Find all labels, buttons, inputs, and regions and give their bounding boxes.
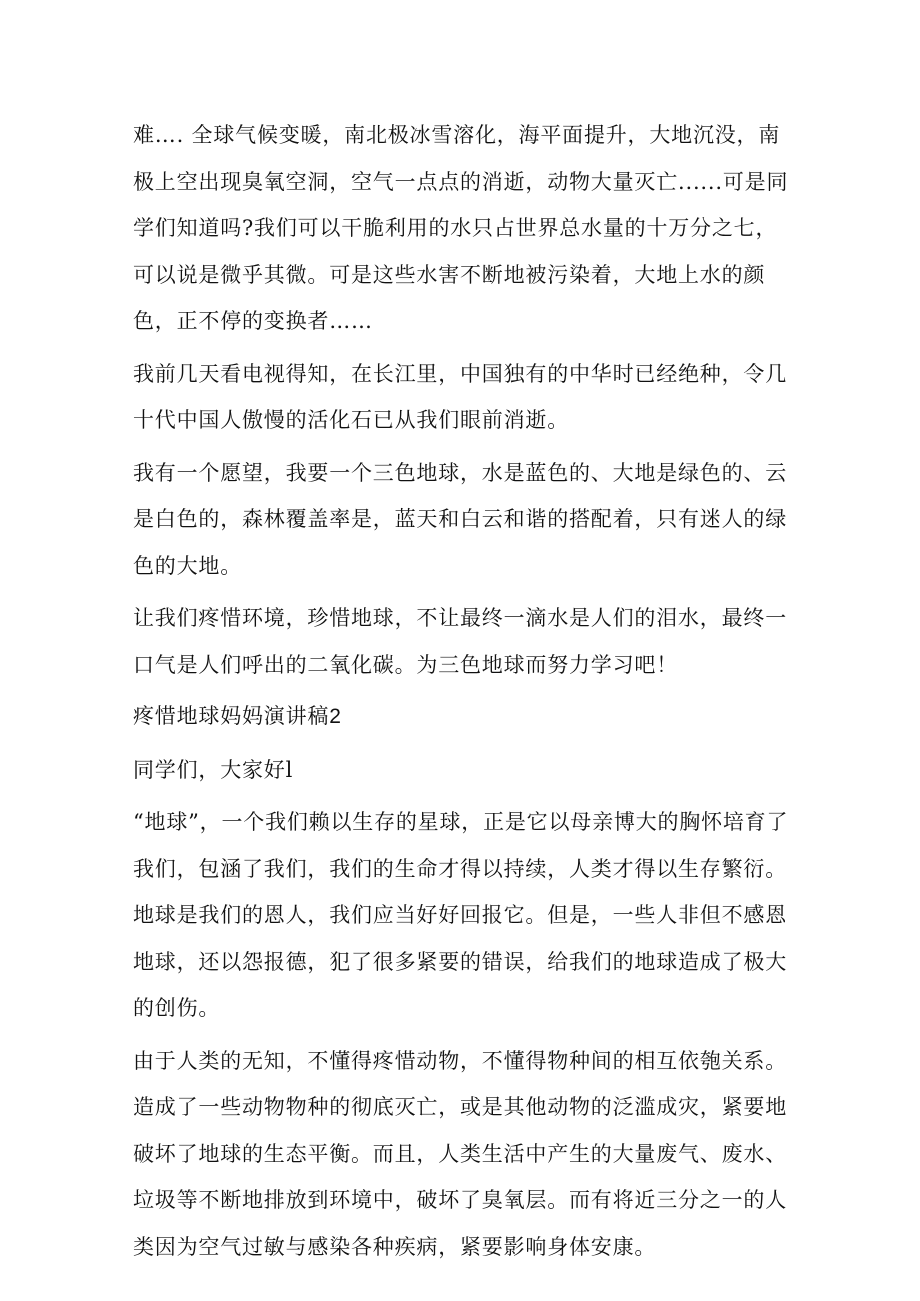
paragraph-call-to-action: 让我们疼惜环境，珍惜地球，不让最终一滴水是人们的泪水，最终一口气是人们呼出的二氧化碳。为三色地球而努力学习吧！ xyxy=(133,606,787,677)
paragraph-yangtze: 我前几天看电视得知，在长江里，中国独有的中华时已经绝种，令几十代中国人傲慢的活化石已从我们眼前消逝。 xyxy=(133,361,787,432)
paragraph-human-ignorance: 由于人类的无知，不懂得疼惜动物，不懂得物种间的相互依匏关系。造成了一些动物物种的彻底灭亡，或是其他动物的泛滥成灾，紧要地破坏了地球的生态平衡。而且，人类生活中产生的大量废气、废水、垃圾等不断地排放到环境中，破坏了臭氧层。而有将近三分之一的人类因为空气过敏与感染各种疾病，紧要影响身体安康。 xyxy=(133,1048,787,1259)
greeting: 同学们，大家好l xyxy=(133,757,294,782)
document-page xyxy=(133,112,793,1276)
paragraph-earth-mother: “地球”，一个我们赖以生存的星球，正是它以母亲博大的胸怀培育了我们，包涵了我们，我们的生命才得以持续，人类才得以生存繁衍。地球是我们的恩人，我们应当好好回报它。但是，一些人非但不感恩地球，还以怨报德，犯了很多紧要的错误，给我们的地球造成了极大的创伤。 xyxy=(133,810,789,1020)
paragraph-wish: 我有一个愿望，我要一个三色地球，水是蓝色的、大地是绿色的、云是白色的，森林覆盖率是，蓝天和白云和谐的搭配着，只有迷人的绿色的大地。 xyxy=(133,460,787,578)
section-heading: 疼惜地球妈妈演讲稿2 xyxy=(133,705,342,728)
paragraph-disasters: 难…. 全球气候变暖，南北极冰雪溶化，海平面提升，大地沉没，南极上空出现臭氧空洞，空气一点点的消逝，动物大量灭亡......可是同学们知道吗?我们可以干脆利用的水只占世界总水量的十万分之七，可以说是微乎其微。可是这些水害不断地被污染着，大地上水的颜色，正不停的变换者…… xyxy=(133,123,789,333)
